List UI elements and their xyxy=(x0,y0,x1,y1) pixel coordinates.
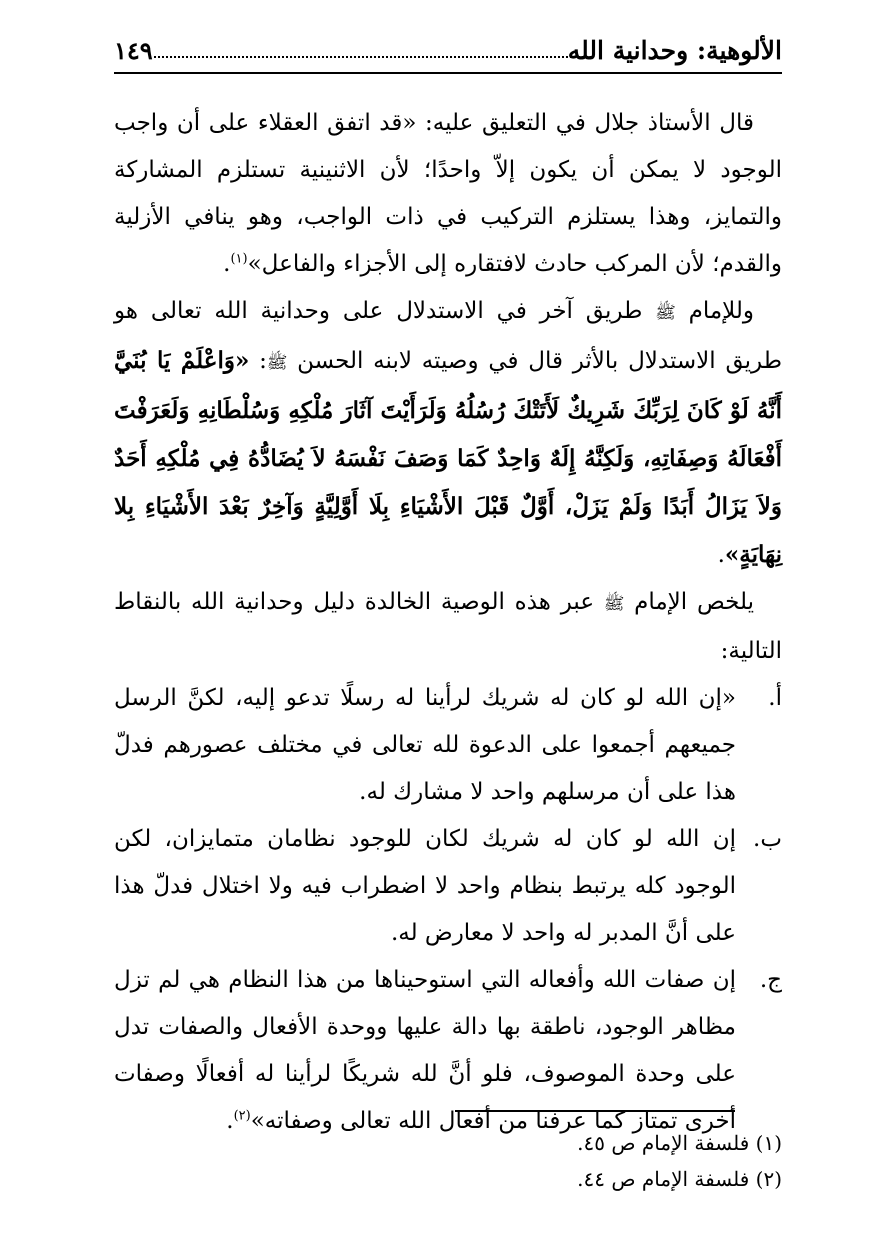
footnote-text: فلسفة الإمام ص ٤٤. xyxy=(577,1167,750,1191)
footnote-separator xyxy=(455,1110,735,1112)
header-leader-dots xyxy=(154,56,592,58)
list-marker: أ. xyxy=(768,685,782,711)
p2-text-b: طريق آخر في الاستدلال على وحدانية الله تعالى هو طريق الاستدلال بالأثر قال في وصيته لابنه الحسن xyxy=(114,298,783,374)
honorific-symbol: ﷺ xyxy=(603,594,625,614)
list-item xyxy=(114,816,782,957)
footnote-ref-1: (١) xyxy=(230,251,248,267)
p2-quote: «وَاعْلَمْ يَا بُنَيَّ أَنَّهُ لَوْ كَانَ لِرَبِّكَ شَرِيكٌ لَأَتَتْكَ رُسُلُهُ وَلَرَأَيْتَ آثَارَ مُلْكِهِ وَسُلْطَانِهِ وَلَعَرَفْتَ أَفْعَالَهُ وَصِفَاتِهِ، وَلَكِنَّهُ إِلَهٌ وَاحِدٌ كَمَا وَصَفَ نَفْسَهُ لاَ يُضَادُّهُ فِي مُلْكِهِ أَحَدٌ وَلاَ يَزَالُ أَبَدًا وَلَمْ يَزَلْ، أَوَّلٌ قَبْلَ الأَشْيَاءِ بِلَا أَوَّلِيَّةٍ وَآخِرٌ بَعْدَ الأَشْيَاءِ بِلا نِهَايَةٍ» xyxy=(114,347,782,568)
footnote-number: (١) xyxy=(755,1131,782,1155)
p1-end: . xyxy=(223,251,231,277)
list-marker: ج. xyxy=(759,967,782,993)
p2-text-a: وللإمام xyxy=(675,298,755,324)
honorific-symbol: ﷺ xyxy=(655,303,676,323)
list-item-text: إن صفات الله وأفعاله التي استوحيناها من هذا النظام هي لم تزل مظاهر الوجود، ناطقة بها دالة عليها ووحدة الأفعال والصفات تدل على وحدة الموصوف، فلو أنَّ لله شريكًا لرأينا له أفعالًا وصفات أخرى تمتاز كما عرفنا من أفعال الله تعالى وصفاته» xyxy=(114,967,736,1134)
footnote-number: (٢) xyxy=(755,1167,782,1191)
points-list xyxy=(114,675,782,1145)
page-number: ١٤٩ xyxy=(114,36,153,65)
footnotes xyxy=(114,1125,782,1197)
footnote-2 xyxy=(114,1161,782,1197)
p3-text-b: عبر هذه الوصية الخالدة دليل وحدانية الله بالنقاط التالية: xyxy=(114,589,782,664)
paragraph-1 xyxy=(114,100,782,288)
main-text xyxy=(114,100,782,1145)
paragraph-3 xyxy=(114,579,782,675)
list-item-end: . xyxy=(226,1108,234,1134)
header-title: الألوهية: وحدانية الله xyxy=(567,36,782,65)
p2-text-c: : xyxy=(249,348,267,374)
p3-text-a: يلخص الإمام xyxy=(624,589,754,615)
p1-quote: «قد اتفق العقلاء على أن واجب الوجود لا يمكن أن يكون إلاّ واحدًا؛ لأن الاثنينية تستلزم المشاركة والتمايز، وهذا يستلزم التركيب في ذات الواجب، وهو ينافي الأزلية والقدم؛ لأن المركب حادث لافتقاره إلى الأجزاء والفاعل» xyxy=(114,110,782,277)
list-item xyxy=(114,675,782,816)
p1-intro: قال الأستاذ جلال في التعليق عليه: xyxy=(416,110,754,136)
running-header xyxy=(114,30,782,74)
footnote-text: فلسفة الإمام ص ٤٥. xyxy=(577,1131,750,1155)
list-marker: ب. xyxy=(753,826,782,852)
header-rule xyxy=(114,72,782,74)
footnote-ref-2: (٢) xyxy=(233,1108,251,1124)
list-item-text: إن الله لو كان له شريك لكان للوجود نظامان متمايزان، لكن الوجود كله يرتبط بنظام واحد لا اضطراب فيه ولا اختلال فدلّ هذا على أنَّ المدبر له واحد لا معارض له. xyxy=(114,826,736,946)
list-item-text: «إن الله لو كان له شريك لرأينا له رسلًا تدعو إليه، لكنَّ الرسل جميعهم أجمعوا على الدعوة لله تعالى في مختلف عصورهم فدلّ هذا على أن مرسلهم واحد لا مشارك له. xyxy=(114,685,736,805)
paragraph-2 xyxy=(114,288,782,579)
honorific-symbol: ﷺ xyxy=(266,353,288,373)
p2-end: . xyxy=(717,542,725,568)
footnote-1 xyxy=(114,1125,782,1161)
list-item xyxy=(114,957,782,1145)
